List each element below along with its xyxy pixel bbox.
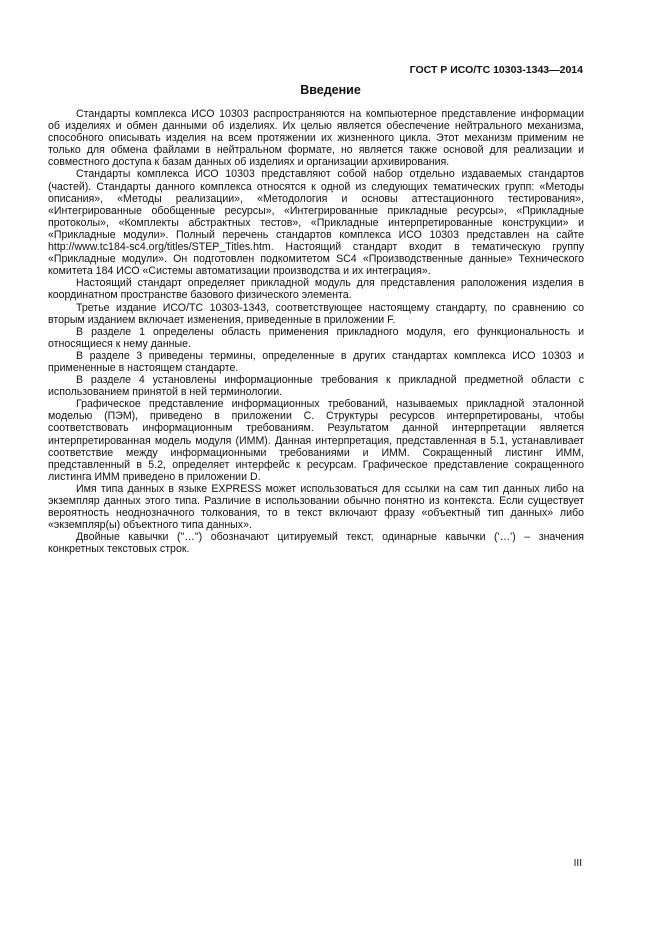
paragraph-2: Стандарты комплекса ИСО 10303 представляют собой набор отдельно издаваемых стандартов (частей). Стандарты данного комплекса относятся к одной из следующих тематических групп: «Методы описания», «Методы реализации», «Методология и основы аттестационного тестирования», «Интегрированные обобщенные ресурсы», «Интегрированные прикладные ресурсы», «Прикладные протоколы», «Комплекты абстрактных тестов», «Прикладные интерпретированные конструкции» и «Прикладные модули». Полный перечень стандартов комплекса ИСО 10303 представлен на сайте http://www.tc184-sc4.org/titles/STEP_Titles.htm. Настоящий стандарт входит в тематическую группу «Прикладные модули». Он подготовлен подкомитетом SC4 «Производственные данные» Технического комитета 184 ИСО «Системы автоматизации производства и их интеграция». — [48, 168, 584, 278]
paragraph-8: Графическое представление информационных требований, называемых прикладной эталонной моделью (ПЭМ), приведено в приложении С. Структуры ресурсов интерпретированы, чтобы соответствовать информационным требованиям. Результатом данной интерпретации является интерпретированная модель модуля (ИММ). Данная интерпретация, представленная в 5.1, устанавливает соответствие между информационными требованиями и ИММ. Сокращенный листинг ИММ, представленный в 5.2, определяет интерфейс к ресурсам. Графическое представление сокращенного листинга ИММ приведено в приложении D. — [48, 398, 584, 483]
document-id-header: ГОСТ Р ИСО/ТС 10303-1343—2014 — [409, 64, 583, 76]
page-number: III — [573, 858, 582, 869]
body-text — [48, 108, 584, 555]
paragraph-4: Третье издание ИСО/ТС 10303-1343, соответствующее настоящему стандарту, по сравнению со вторым изданием включает изменения, приведенные в приложении F. — [48, 301, 584, 326]
paragraph-9: Имя типа данных в языке EXPRESS может использоваться для ссылки на сам тип данных либо на экземпляр данных этого типа. Различие в использовании обычно понятно из контекста. Если существует вероятность неоднозначного толкования, то в текст включают фразу «объектный тип данных» либо «экземпляр(ы) объектного типа данных». — [48, 482, 584, 532]
section-title: Введение — [300, 83, 361, 97]
paragraph-3: Настоящий стандарт определяет прикладной модуль для представления раположения изделия в координатном пространстве базового физического элемента. — [48, 277, 584, 302]
paragraph-6: В разделе 3 приведены термины, определенные в других стандартах комплекса ИСО 10303 и примененные в настоящем стандарте. — [48, 349, 584, 374]
paragraph-1: Стандарты комплекса ИСО 10303 распространяются на компьютерное представление информации об изделиях и обмен данными об изделиях. Их целью является обеспечение нейтрального механизма, способного описывать изделия на всем протяжении их жизненного цикла. Этот механизм применим не только для обмена файлами в нейтральном формате, но является также основой для реализации и совместного доступа к базам данных об изделиях и организации архивирования. — [48, 108, 584, 169]
paragraph-10: Двойные кавычки ("…") обозначают цитируемый текст, одинарные кавычки ('…') – значения конкретных текстовых строк. — [48, 531, 584, 556]
paragraph-5: В разделе 1 определены область применения прикладного модуля, его функциональность и относящиеся к нему данные. — [48, 325, 584, 350]
paragraph-7: В разделе 4 установлены информационные требования к прикладной предметной области с использованием принятой в ней терминологии. — [48, 374, 584, 399]
